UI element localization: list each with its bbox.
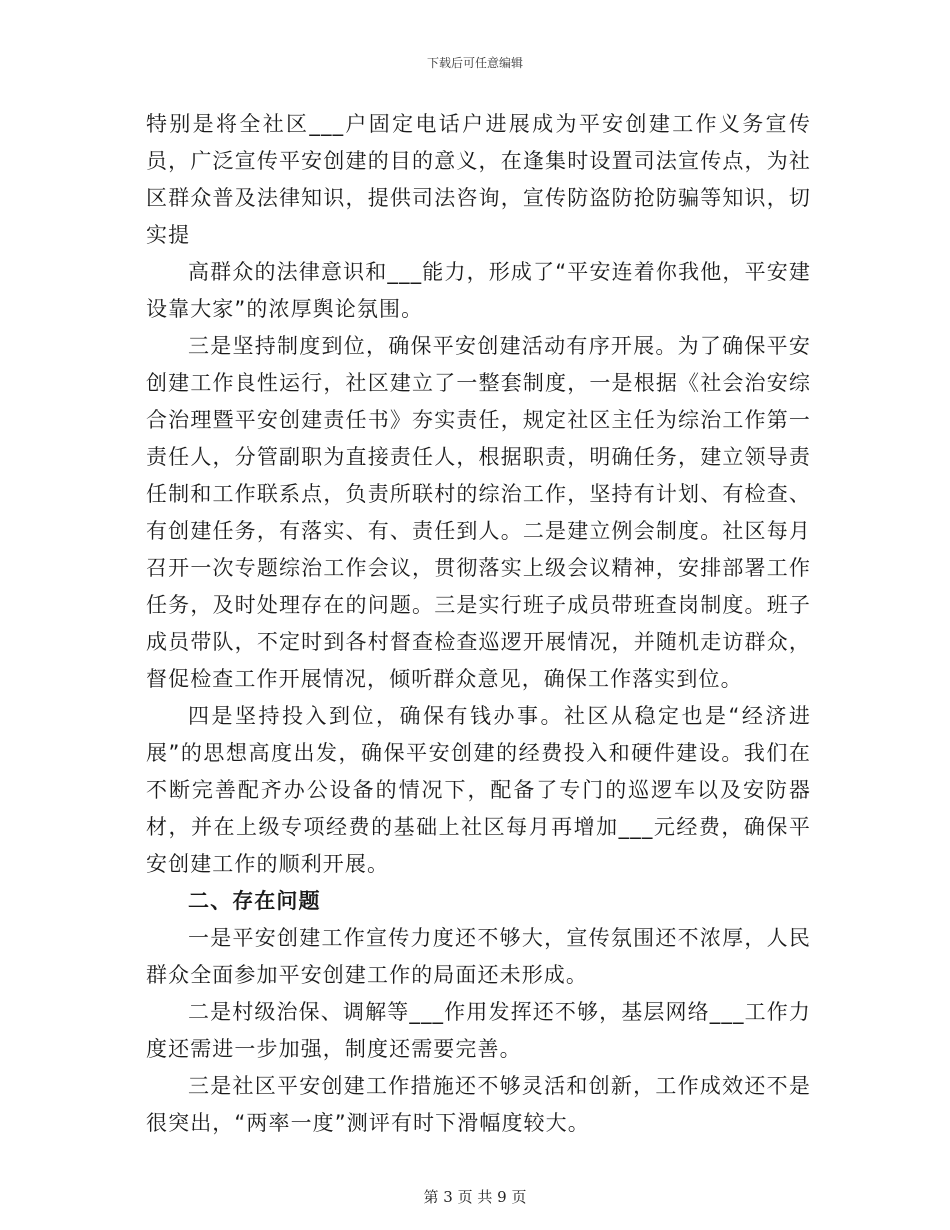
paragraph-investment: 四是坚持投入到位，确保有钱办事。社区从稳定也是“经济进展”的思想高度出发，确保平安创建的经费投入和硬件建设。我们在不断完善配齐办公设备的情况下，配备了专门的巡逻车以及安防器材，并在上级专项经费的基础上社区每月再增加___元经费，确保平安创建工作的顺利开展。: [146, 704, 811, 876]
paragraph-problem-2: 二是村级治保、调解等___作用发挥还不够，基层网络___工作力度还需进一步加强，制度还需要完善。: [146, 1000, 811, 1061]
paragraph-continued: 特别是将全社区___户固定电话户进展成为平安创建工作义务宣传员，广泛宣传平安创建的目的意义，在逢集时设置司法宣传点，为社区群众普及法律知识，提供司法咨询，宣传防盗防抢防骗等知识，切实提: [146, 112, 811, 247]
document-body: [146, 106, 811, 1142]
section-heading-problems: 二、存在问题: [188, 889, 321, 913]
page-header-note: 下载后可任意编辑: [426, 56, 523, 70]
paragraph: 高群众的法律意识和___能力，形成了“平安连着你我他，平安建设靠大家”的浓厚舆论氛围。: [146, 260, 811, 321]
page-number-footer: 第 3 页 共 9 页: [423, 1188, 527, 1206]
paragraph-problem-1: 一是平安创建工作宣传力度还不够大，宣传氛围还不浓厚，人民群众全面参加平安创建工作的局面还未形成。: [146, 926, 811, 987]
paragraph-institution: 三是坚持制度到位，确保平安创建活动有序开展。为了确保平安创建工作良性运行，社区建立了一整套制度，一是根据《社会治安综合治理暨平安创建责任书》夯实责任，规定社区主任为综治工作第一责任人，分管副职为直接责任人，根据职责，明确任务，建立领导责任制和工作联系点，负责所联村的综治工作，坚持有计划、有检查、有创建任务，有落实、有、责任到人。二是建立例会制度。社区每月召开一次专题综治工作会议，贯彻落实上级会议精神，安排部署工作任务，及时处理存在的问题。三是实行班子成员带班查岗制度。班子成员带队，不定时到各村督查检查巡逻开展情况，并随机走访群众，督促检查工作开展情况，倾听群众意见，确保工作落实到位。: [146, 334, 811, 691]
paragraph-problem-3: 三是社区平安创建工作措施还不够灵活和创新，工作成效还不是很突出，“两率一度”测评有时下滑幅度较大。: [146, 1074, 811, 1135]
